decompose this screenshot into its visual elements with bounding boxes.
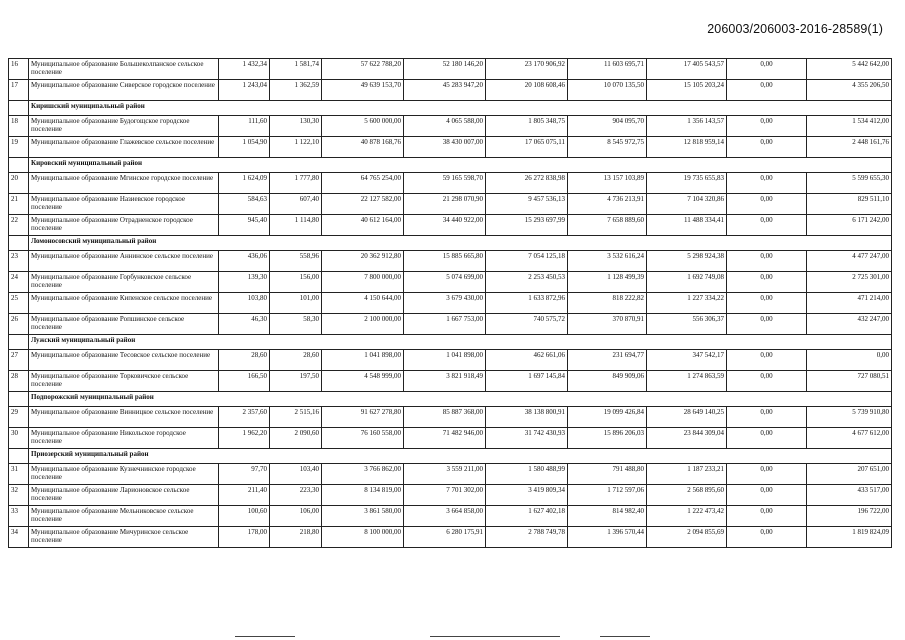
value-cell-9: 727 080,51: [807, 371, 892, 392]
value-cell-3: 3 766 862,00: [322, 464, 404, 485]
value-cell-4: 1 667 753,00: [404, 314, 486, 335]
value-cell-3: 22 127 582,00: [322, 194, 404, 215]
value-cell-1: 139,30: [219, 272, 270, 293]
value-cell-3: 40 878 168,76: [322, 137, 404, 158]
value-cell-1: 100,60: [219, 506, 270, 527]
value-cell-3: 3 861 580,00: [322, 506, 404, 527]
row-number: 22: [9, 215, 29, 236]
value-cell-8: 0,00: [727, 173, 807, 194]
value-cell-6: 3 532 616,24: [568, 251, 647, 272]
value-cell-4: 71 482 946,00: [404, 428, 486, 449]
district-header: Лужский муниципальный район: [29, 335, 892, 350]
footer-rule: [430, 636, 560, 637]
row-number: 30: [9, 428, 29, 449]
value-cell-7: 1 692 749,08: [647, 272, 727, 293]
table-row: [9, 506, 892, 527]
value-cell-5: 1 627 402,18: [486, 506, 568, 527]
value-cell-8: 0,00: [727, 350, 807, 371]
value-cell-1: 1 243,04: [219, 80, 270, 101]
row-number: 17: [9, 80, 29, 101]
value-cell-1: 211,40: [219, 485, 270, 506]
value-cell-3: 7 800 000,00: [322, 272, 404, 293]
value-cell-5: 740 575,72: [486, 314, 568, 335]
value-cell-7: 1 227 334,22: [647, 293, 727, 314]
value-cell-7: 5 298 924,38: [647, 251, 727, 272]
value-cell-5: 38 138 800,91: [486, 407, 568, 428]
value-cell-7: 2 094 855,69: [647, 527, 727, 548]
value-cell-1: 28,60: [219, 350, 270, 371]
value-cell-4: 6 280 175,91: [404, 527, 486, 548]
value-cell-6: 11 603 695,71: [568, 59, 647, 80]
document-id: 206003/206003-2016-28589(1): [707, 22, 883, 36]
value-cell-4: 3 821 918,49: [404, 371, 486, 392]
value-cell-8: 0,00: [727, 137, 807, 158]
appropriation-table: [8, 58, 892, 548]
value-cell-9: 4 677 612,00: [807, 428, 892, 449]
value-cell-2: 156,00: [270, 272, 322, 293]
value-cell-7: 556 306,37: [647, 314, 727, 335]
value-cell-8: 0,00: [727, 116, 807, 137]
municipality-name: Муниципальное образование Большеколпанское сельское поселение: [29, 59, 219, 80]
value-cell-9: 0,00: [807, 350, 892, 371]
value-cell-3: 8 100 000,00: [322, 527, 404, 548]
municipality-name: Муниципальное образование Торковичское сельское поселение: [29, 371, 219, 392]
value-cell-2: 1 777,80: [270, 173, 322, 194]
row-number: 16: [9, 59, 29, 80]
row-number: 18: [9, 116, 29, 137]
value-cell-9: 6 171 242,00: [807, 215, 892, 236]
row-number: 23: [9, 251, 29, 272]
value-cell-6: 7 658 889,60: [568, 215, 647, 236]
value-cell-2: 223,30: [270, 485, 322, 506]
row-number: 24: [9, 272, 29, 293]
value-cell-2: 558,96: [270, 251, 322, 272]
value-cell-5: 2 788 749,78: [486, 527, 568, 548]
table-body: [9, 59, 892, 548]
municipality-name: Муниципальное образование Никольское городское поселение: [29, 428, 219, 449]
value-cell-8: 0,00: [727, 194, 807, 215]
value-cell-8: 0,00: [727, 293, 807, 314]
value-cell-9: 196 722,00: [807, 506, 892, 527]
value-cell-3: 40 612 164,00: [322, 215, 404, 236]
table-row: [9, 485, 892, 506]
value-cell-9: 5 599 655,30: [807, 173, 892, 194]
value-cell-8: 0,00: [727, 215, 807, 236]
value-cell-5: 1 697 145,84: [486, 371, 568, 392]
value-cell-6: 15 896 206,03: [568, 428, 647, 449]
value-cell-4: 85 887 368,00: [404, 407, 486, 428]
value-cell-3: 20 362 912,80: [322, 251, 404, 272]
value-cell-1: 1 054,90: [219, 137, 270, 158]
value-cell-8: 0,00: [727, 428, 807, 449]
value-cell-3: 2 100 000,00: [322, 314, 404, 335]
value-cell-1: 945,40: [219, 215, 270, 236]
value-cell-3: 1 041 898,00: [322, 350, 404, 371]
table-row: [9, 350, 892, 371]
table-row: [9, 293, 892, 314]
table-row: [9, 173, 892, 194]
value-cell-1: 166,50: [219, 371, 270, 392]
value-cell-6: 791 488,80: [568, 464, 647, 485]
municipality-name: Муниципальное образование Мгинское городское поселение: [29, 173, 219, 194]
value-cell-8: 0,00: [727, 506, 807, 527]
value-cell-6: 904 095,70: [568, 116, 647, 137]
value-cell-9: 829 511,10: [807, 194, 892, 215]
value-cell-4: 3 664 858,00: [404, 506, 486, 527]
municipality-name: Муниципальное образование Кузнечнинское городское поселение: [29, 464, 219, 485]
value-cell-5: 7 054 125,18: [486, 251, 568, 272]
value-cell-5: 1 633 872,96: [486, 293, 568, 314]
value-cell-4: 38 430 007,00: [404, 137, 486, 158]
value-cell-2: 2 090,60: [270, 428, 322, 449]
value-cell-8: 0,00: [727, 251, 807, 272]
value-cell-5: 9 457 536,13: [486, 194, 568, 215]
value-cell-2: 1 362,59: [270, 80, 322, 101]
value-cell-7: 1 187 233,21: [647, 464, 727, 485]
value-cell-6: 818 222,82: [568, 293, 647, 314]
district-header-row: [9, 335, 892, 350]
value-cell-1: 46,30: [219, 314, 270, 335]
value-cell-9: 1 534 412,00: [807, 116, 892, 137]
value-cell-7: 347 542,17: [647, 350, 727, 371]
value-cell-5: 1 805 348,75: [486, 116, 568, 137]
section-index-cell: [9, 158, 29, 173]
table-row: [9, 80, 892, 101]
row-number: 31: [9, 464, 29, 485]
value-cell-6: 8 545 972,75: [568, 137, 647, 158]
value-cell-7: 11 488 334,41: [647, 215, 727, 236]
value-cell-9: 1 819 824,09: [807, 527, 892, 548]
value-cell-2: 58,30: [270, 314, 322, 335]
value-cell-1: 178,00: [219, 527, 270, 548]
row-number: 25: [9, 293, 29, 314]
row-number: 26: [9, 314, 29, 335]
municipality-name: Муниципальное образование Винницкое сельское поселение: [29, 407, 219, 428]
value-cell-6: 370 870,91: [568, 314, 647, 335]
value-cell-3: 8 134 819,00: [322, 485, 404, 506]
value-cell-5: 31 742 430,93: [486, 428, 568, 449]
value-cell-9: 4 355 206,50: [807, 80, 892, 101]
footer-rule: [235, 636, 295, 637]
value-cell-2: 101,00: [270, 293, 322, 314]
value-cell-9: 471 214,00: [807, 293, 892, 314]
value-cell-4: 45 283 947,20: [404, 80, 486, 101]
value-cell-9: 5 739 910,80: [807, 407, 892, 428]
row-number: 34: [9, 527, 29, 548]
district-header-row: [9, 392, 892, 407]
value-cell-1: 2 357,60: [219, 407, 270, 428]
value-cell-6: 1 128 499,39: [568, 272, 647, 293]
value-cell-9: 2 725 301,00: [807, 272, 892, 293]
value-cell-3: 76 160 558,00: [322, 428, 404, 449]
value-cell-7: 1 222 473,42: [647, 506, 727, 527]
value-cell-7: 23 844 309,04: [647, 428, 727, 449]
value-cell-4: 7 701 302,00: [404, 485, 486, 506]
district-header-row: [9, 101, 892, 116]
value-cell-7: 15 105 203,24: [647, 80, 727, 101]
value-cell-2: 1 122,10: [270, 137, 322, 158]
table-row: [9, 59, 892, 80]
value-cell-4: 5 074 699,00: [404, 272, 486, 293]
value-cell-7: 19 735 655,83: [647, 173, 727, 194]
table-row: [9, 137, 892, 158]
value-cell-3: 49 639 153,70: [322, 80, 404, 101]
value-cell-7: 7 104 320,86: [647, 194, 727, 215]
table-row: [9, 251, 892, 272]
district-header: Подпорожский муниципальный район: [29, 392, 892, 407]
table-row: [9, 116, 892, 137]
value-cell-9: 4 477 247,00: [807, 251, 892, 272]
value-cell-6: 19 099 426,84: [568, 407, 647, 428]
value-cell-4: 3 679 430,00: [404, 293, 486, 314]
value-cell-5: 20 108 608,46: [486, 80, 568, 101]
value-cell-5: 17 065 075,11: [486, 137, 568, 158]
section-index-cell: [9, 449, 29, 464]
value-cell-6: 231 694,77: [568, 350, 647, 371]
value-cell-7: 17 405 543,57: [647, 59, 727, 80]
row-number: 27: [9, 350, 29, 371]
district-header-row: [9, 449, 892, 464]
value-cell-9: 432 247,00: [807, 314, 892, 335]
row-number: 32: [9, 485, 29, 506]
value-cell-5: 26 272 838,98: [486, 173, 568, 194]
value-cell-2: 1 581,74: [270, 59, 322, 80]
value-cell-6: 814 982,40: [568, 506, 647, 527]
value-cell-6: 849 909,06: [568, 371, 647, 392]
municipality-name: Муниципальное образование Кипенское сельское поселение: [29, 293, 219, 314]
value-cell-7: 1 274 863,59: [647, 371, 727, 392]
section-index-cell: [9, 392, 29, 407]
value-cell-4: 3 559 211,00: [404, 464, 486, 485]
value-cell-8: 0,00: [727, 59, 807, 80]
value-cell-4: 59 165 598,70: [404, 173, 486, 194]
municipality-name: Муниципальное образование Горбунковское сельское поселение: [29, 272, 219, 293]
value-cell-6: 4 736 213,91: [568, 194, 647, 215]
value-cell-1: 111,60: [219, 116, 270, 137]
footer-rule: [600, 636, 650, 637]
value-cell-5: 1 580 488,99: [486, 464, 568, 485]
value-cell-4: 34 440 922,00: [404, 215, 486, 236]
municipality-name: Муниципальное образование Будогощское городское поселение: [29, 116, 219, 137]
value-cell-4: 21 298 070,90: [404, 194, 486, 215]
value-cell-6: 1 396 570,44: [568, 527, 647, 548]
municipality-name: Муниципальное образование Мельниковское сельское поселение: [29, 506, 219, 527]
value-cell-7: 2 568 895,60: [647, 485, 727, 506]
value-cell-1: 97,70: [219, 464, 270, 485]
value-cell-6: 10 070 135,50: [568, 80, 647, 101]
table-row: [9, 464, 892, 485]
row-number: 28: [9, 371, 29, 392]
value-cell-5: 15 293 697,99: [486, 215, 568, 236]
district-header: Ломоносовский муниципальный район: [29, 236, 892, 251]
value-cell-8: 0,00: [727, 272, 807, 293]
municipality-name: Муниципальное образование Тесовское сельское поселение: [29, 350, 219, 371]
value-cell-8: 0,00: [727, 314, 807, 335]
value-cell-8: 0,00: [727, 80, 807, 101]
row-number: 20: [9, 173, 29, 194]
value-cell-2: 1 114,80: [270, 215, 322, 236]
row-number: 29: [9, 407, 29, 428]
value-cell-4: 1 041 898,00: [404, 350, 486, 371]
table-row: [9, 428, 892, 449]
value-cell-8: 0,00: [727, 464, 807, 485]
value-cell-3: 64 765 254,00: [322, 173, 404, 194]
value-cell-5: 2 253 450,53: [486, 272, 568, 293]
table-row: [9, 194, 892, 215]
municipality-name: Муниципальное образование Отрадненское городское поселение: [29, 215, 219, 236]
value-cell-5: 462 661,06: [486, 350, 568, 371]
value-cell-2: 607,40: [270, 194, 322, 215]
municipality-name: Муниципальное образование Назиевское городское поселение: [29, 194, 219, 215]
municipality-name: Муниципальное образование Мичуринское сельское поселение: [29, 527, 219, 548]
value-cell-8: 0,00: [727, 407, 807, 428]
value-cell-9: 2 448 161,76: [807, 137, 892, 158]
value-cell-2: 106,00: [270, 506, 322, 527]
value-cell-4: 4 065 588,00: [404, 116, 486, 137]
row-number: 21: [9, 194, 29, 215]
value-cell-9: 433 517,00: [807, 485, 892, 506]
value-cell-2: 2 515,16: [270, 407, 322, 428]
value-cell-8: 0,00: [727, 527, 807, 548]
value-cell-3: 57 622 788,20: [322, 59, 404, 80]
value-cell-3: 4 548 999,00: [322, 371, 404, 392]
row-number: 33: [9, 506, 29, 527]
value-cell-6: 13 157 103,89: [568, 173, 647, 194]
value-cell-1: 1 432,34: [219, 59, 270, 80]
district-header: Приозерский муниципальный район: [29, 449, 892, 464]
district-header: Кировский муниципальный район: [29, 158, 892, 173]
value-cell-5: 23 170 906,92: [486, 59, 568, 80]
value-cell-1: 103,80: [219, 293, 270, 314]
table-row: [9, 272, 892, 293]
municipality-name: Муниципальное образование Сиверское городское поселение: [29, 80, 219, 101]
table-row: [9, 371, 892, 392]
value-cell-9: 5 442 642,00: [807, 59, 892, 80]
table-row: [9, 314, 892, 335]
value-cell-3: 4 150 644,00: [322, 293, 404, 314]
value-cell-7: 28 649 140,25: [647, 407, 727, 428]
value-cell-1: 584,63: [219, 194, 270, 215]
value-cell-5: 3 419 809,34: [486, 485, 568, 506]
value-cell-7: 1 356 143,57: [647, 116, 727, 137]
table-row: [9, 215, 892, 236]
table-row: [9, 527, 892, 548]
value-cell-2: 130,30: [270, 116, 322, 137]
section-index-cell: [9, 335, 29, 350]
value-cell-1: 1 962,20: [219, 428, 270, 449]
value-cell-7: 12 818 959,14: [647, 137, 727, 158]
value-cell-4: 52 180 146,20: [404, 59, 486, 80]
value-cell-2: 28,60: [270, 350, 322, 371]
value-cell-9: 207 651,00: [807, 464, 892, 485]
value-cell-8: 0,00: [727, 371, 807, 392]
value-cell-1: 436,06: [219, 251, 270, 272]
value-cell-1: 1 624,09: [219, 173, 270, 194]
value-cell-2: 103,40: [270, 464, 322, 485]
value-cell-3: 5 600 000,00: [322, 116, 404, 137]
municipality-name: Муниципальное образование Ропшинское сельское поселение: [29, 314, 219, 335]
section-index-cell: [9, 236, 29, 251]
district-header-row: [9, 158, 892, 173]
municipality-name: Муниципальное образование Глажевское сельское поселение: [29, 137, 219, 158]
value-cell-8: 0,00: [727, 485, 807, 506]
value-cell-3: 91 627 278,80: [322, 407, 404, 428]
value-cell-4: 15 885 665,80: [404, 251, 486, 272]
value-cell-2: 218,80: [270, 527, 322, 548]
row-number: 19: [9, 137, 29, 158]
district-header: Киришский муниципальный район: [29, 101, 892, 116]
value-cell-2: 197,50: [270, 371, 322, 392]
table-row: [9, 407, 892, 428]
value-cell-6: 1 712 597,06: [568, 485, 647, 506]
section-index-cell: [9, 101, 29, 116]
district-header-row: [9, 236, 892, 251]
municipality-name: Муниципальное образование Аннинское сельское поселение: [29, 251, 219, 272]
municipality-name: Муниципальное образование Ларионовское сельское поселение: [29, 485, 219, 506]
